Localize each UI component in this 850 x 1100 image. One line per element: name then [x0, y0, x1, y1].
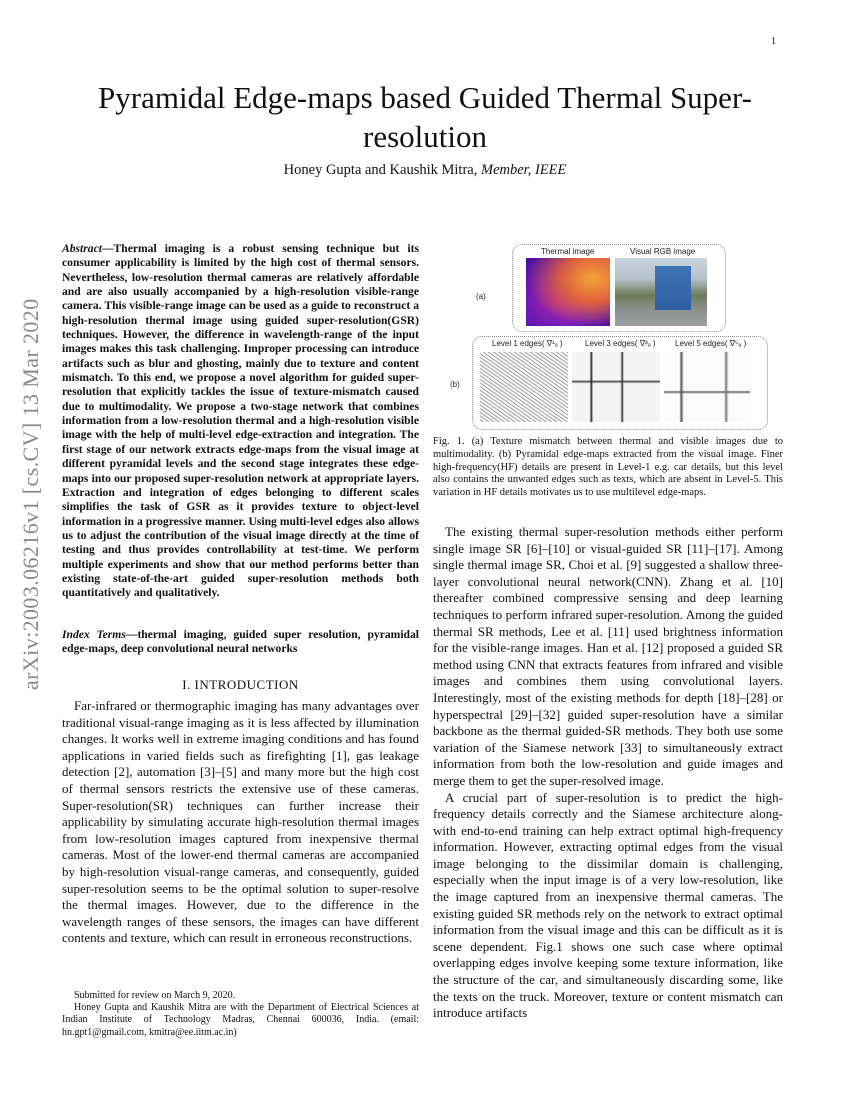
author-line — [60, 162, 790, 179]
level3-edge-image — [572, 352, 660, 422]
level5-edge-image — [664, 352, 750, 422]
authors: Honey Gupta and Kaushik Mitra, — [283, 162, 478, 178]
rgb-image — [615, 258, 707, 326]
abstract-lead: Abstract — [62, 242, 102, 255]
abstract — [62, 242, 419, 601]
fig-label-a: (a) — [476, 292, 486, 301]
level3-label: Level 3 edges( ∇³ₐ ) — [585, 339, 656, 348]
figure-1 — [450, 240, 774, 430]
fig-label-b: (b) — [450, 380, 460, 389]
footnote-submitted: Submitted for review on March 9, 2020. — [74, 990, 236, 1001]
level1-label: Level 1 edges( ∇¹ₐ ) — [492, 339, 563, 348]
footnote-affiliation: Honey Gupta and Kaushik Mitra are with the Department of Electrical Sciences at Indian Institute of Technology Madras, Chennai 600036, India. (email: hn.gpt1@gmail.com, kmitra@ee.iitm.ac.in) — [62, 1002, 419, 1038]
abstract-text: —Thermal imaging is a robust sensing technique but its consumer applicability is limited by the high cost of thermal sensors. Nevertheless, low-resolution thermal cameras are relatively affordable and are also usually accompanied by a high-resolution visible-range camera. This visible-range image can be used as a guide to reconstruct a high-resolution thermal image using guided super-resolution(GSR) techniques. However, the difference in wavelength-range of the input images makes this task challenging. Improper processing can introduce artifacts such as blur and ghosting, mainly due to texture and content mismatch. To this end, we propose a novel algorithm for guided super-resolution that explicitly tackles the issue of texture-mismatch caused due to multimodality. We propose a two-stage network that combines information from a low-resolution thermal and a high-resolution visible image with the help of multi-level edge-extraction and integration. The first stage of our network extracts edge-maps from the visual image at different pyramidal levels and the second stage integrates these edge-maps into our proposed super-resolution network at appropriate layers. Extraction and integration of edges belonging to different scales simplifies the task of GSR as it provides texture to object-level information in a progressive manner. Using multi-level edges also allows us to adjust the contribution of the visual image directly at the time of testing and thus provides controllability at test-time. We perform multiple experiments and show that our method performs better than existing state-of-the-art guided super-resolution methods both quantitatively and qualitatively. — [62, 242, 419, 600]
intro-paragraph: Far-infrared or thermographic imaging has many advantages over traditional visual-range imaging as it is less affected by illumination changes. It works well in extreme imaging conditions and has found applications in varied fields such as firefighting [1], gas leakage detection [2], automation [3]–[5] and many more but the high cost of thermal sensors restricts the extensive use of these cameras. Super-resolution(SR) techniques can further increase their applicability by simulating accurate high-resolution thermal images from low-resolution images captured from inexpensive thermal cameras. Most of the lower-end thermal cameras are accompanied by high-resolution visual-range cameras, and consequently, guided super-resolution seems to be the optimal solution to super-resolve the thermal images. However, due to the difference in the wavelength ranges of these sensors, the images can have different contents and texture, which can result in erroneous reconstructions. — [62, 698, 419, 946]
figure-caption: Fig. 1. (a) Texture mismatch between thermal and visible images due to multimodality. (b) Pyramidal edge-maps extracted from the visual image. Finer high-frequency(HF) details are present in Level-1 e.g. car details, but this level also contains the unwanted edges such as texts, which are absent in Level-5. This variation in HF details motivates us to use multilevel edge-maps. — [433, 436, 783, 499]
index-lead: Index Terms — [62, 628, 126, 641]
paper-title: Pyramidal Edge-maps based Guided Thermal Super-resolution — [98, 80, 752, 154]
right-column-body — [433, 524, 783, 1022]
section-heading: I. INTRODUCTION — [182, 677, 299, 692]
index-terms — [62, 628, 419, 657]
level5-label: Level 5 edges( ∇⁵ₐ ) — [675, 339, 747, 348]
thermal-image — [526, 258, 610, 326]
right-paragraph-1: The existing thermal super-resolution methods either perform single image SR [6]–[10] or visual-guided SR [11]–[17]. Among single thermal image SR, Choi et al. [9] suggested a shallow three-layer convolutional neural network(CNN). Zhang et al. [10] thereafter combined compressive sensing and deep learning techniques to perform infrared super-resolution. Among the guided thermal SR methods, Lee et al. [11] used brightness information for the visible-range images. Han et al. [12] proposed a guided SR method using CNN that extracts features from infrared and visible images and combines them using convolutional layers. Interestingly, most of the existing methods for depth [18]–[28] or hyperspectral [29]–[32] guided super-resolution have a similar backbone as the thermal guided-SR methods. They both use some variation of the Siamese network [33] to simultaneously extract information from both the low-resolution and guide images and merge them to get the super-resolved image. — [433, 524, 783, 788]
arxiv-stamp: arXiv:2003.06216v1 [cs.CV] 13 Mar 2020 — [18, 298, 43, 690]
right-paragraph-2: A crucial part of super-resolution is to predict the high-frequency details correctly and the Siamese architecture along-with end-to-end training can help extract optimal high-frequency information. However, extracting optimal edges from the visual image belonging to the dissimilar domain is challenging, especially when the input image is of a very low-resolution, like the image captured from an inexpensive thermal cameras. The existing guided SR methods rely on the network to extract optimal information from the visual image and this can be difficult as it is scene dependent. Fig.1 shows one such case where optimal overlapping edges involve keeping some texture information, like the structure of the car, and simultaneously discarding some, like the texts on the truck. Moreover, texture or content mismatch can introduce artifacts — [433, 789, 783, 1021]
authors-suffix: Member, IEEE — [480, 162, 567, 178]
level1-edge-image — [480, 352, 568, 422]
thermal-label: Thermal image — [541, 247, 595, 256]
page-number: 1 — [771, 36, 776, 47]
index-text: —thermal imaging, guided super resolution, pyramidal edge-maps, deep convolutional neural networks — [62, 628, 420, 656]
rgb-label: Visual RGB image — [630, 247, 696, 256]
footnotes — [62, 990, 419, 1039]
